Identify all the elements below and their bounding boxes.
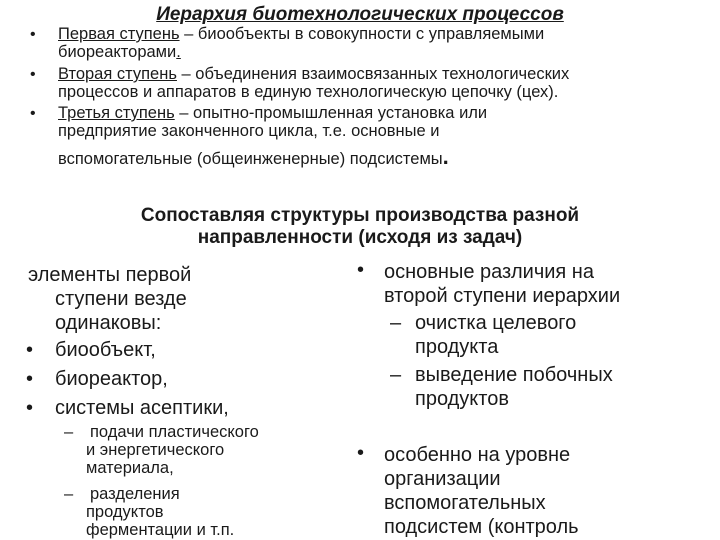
left-intro-line-3: одинаковы:	[55, 312, 162, 334]
left-sub-2-line-1: разделения	[90, 485, 180, 503]
level-3-period: .	[442, 144, 449, 169]
left-item-bioobject: биообъект,	[55, 339, 156, 361]
level-2-lead: Вторая ступень	[58, 65, 177, 83]
level-3-line-1	[58, 104, 487, 122]
left-sub-1-line-3: материала,	[86, 459, 174, 477]
left-intro-line-2: ступени везде	[55, 288, 187, 310]
bullet-icon: •	[357, 442, 365, 464]
right-sub-1-line-1: очистка целевого	[415, 312, 577, 334]
level-3-text: – опытно-промышленная установка или	[174, 104, 488, 122]
right-second-line-4: подсистем (контроль	[384, 516, 579, 538]
left-intro-line-1: элементы первой	[28, 264, 192, 286]
left-item-bioreactor: биореактор,	[55, 368, 168, 390]
right-second-line-3: вспомогательных	[384, 492, 546, 514]
level-1-line-1	[58, 25, 544, 43]
right-sub-1-line-2: продукта	[415, 336, 499, 358]
level-2-line-2: процессов и аппаратов в единую технологическую цепочку (цех).	[58, 83, 559, 101]
slide-title: Иерархия биотехнологических процессов	[156, 4, 564, 25]
right-first-line-1: основные различия на	[384, 261, 594, 283]
level-1-text-2: биореакторами	[58, 43, 177, 61]
right-sub-2-line-2: продуктов	[415, 388, 509, 410]
left-sub-1-line-1: подачи пластического	[90, 423, 259, 441]
section-heading-line-2: направленности (исходя из задач)	[197, 227, 523, 248]
right-sub-2-line-1: выведение побочных	[415, 364, 613, 386]
bullet-icon: •	[30, 105, 36, 122]
bullet-icon: •	[26, 397, 34, 419]
level-1-lead: Первая ступень	[58, 25, 180, 43]
dash-icon: –	[390, 312, 402, 334]
bullet-icon: •	[357, 259, 365, 281]
level-1-line-2	[58, 43, 181, 61]
bullet-icon: •	[26, 368, 34, 390]
level-3-line-3	[58, 144, 449, 169]
bullet-icon: •	[30, 26, 36, 43]
level-3-text-3: вспомогательные (общеинженерные) подсистемы	[58, 150, 443, 168]
bullet-icon: •	[30, 66, 36, 83]
level-1-text: – биообъекты в совокупности с управляемыми	[179, 25, 545, 43]
level-3-line-2: предприятие законченного цикла, т.е. основные и	[58, 122, 440, 140]
level-2-text: – объединения взаимосвязанных технологических	[176, 65, 570, 83]
left-sub-2-line-2: продуктов	[86, 503, 164, 521]
section-heading-line-1: Сопоставляя структуры производства разной	[140, 205, 580, 226]
left-sub-1-line-2: и энергетического	[86, 441, 225, 459]
level-1-period: .	[176, 43, 181, 61]
right-second-line-1: особенно на уровне	[384, 444, 571, 466]
right-first-line-2: второй ступени иерархии	[384, 285, 621, 307]
bullet-icon: •	[26, 339, 34, 361]
dash-icon: –	[64, 423, 74, 441]
left-sub-2-line-3: ферментации и т.п.	[86, 521, 235, 539]
level-2-line-1	[58, 65, 569, 83]
left-item-aseptic: системы асептики,	[55, 397, 229, 419]
level-3-lead: Третья ступень	[58, 104, 175, 122]
dash-icon: –	[390, 364, 402, 386]
dash-icon: –	[64, 485, 74, 503]
right-second-line-2: организации	[384, 468, 501, 490]
